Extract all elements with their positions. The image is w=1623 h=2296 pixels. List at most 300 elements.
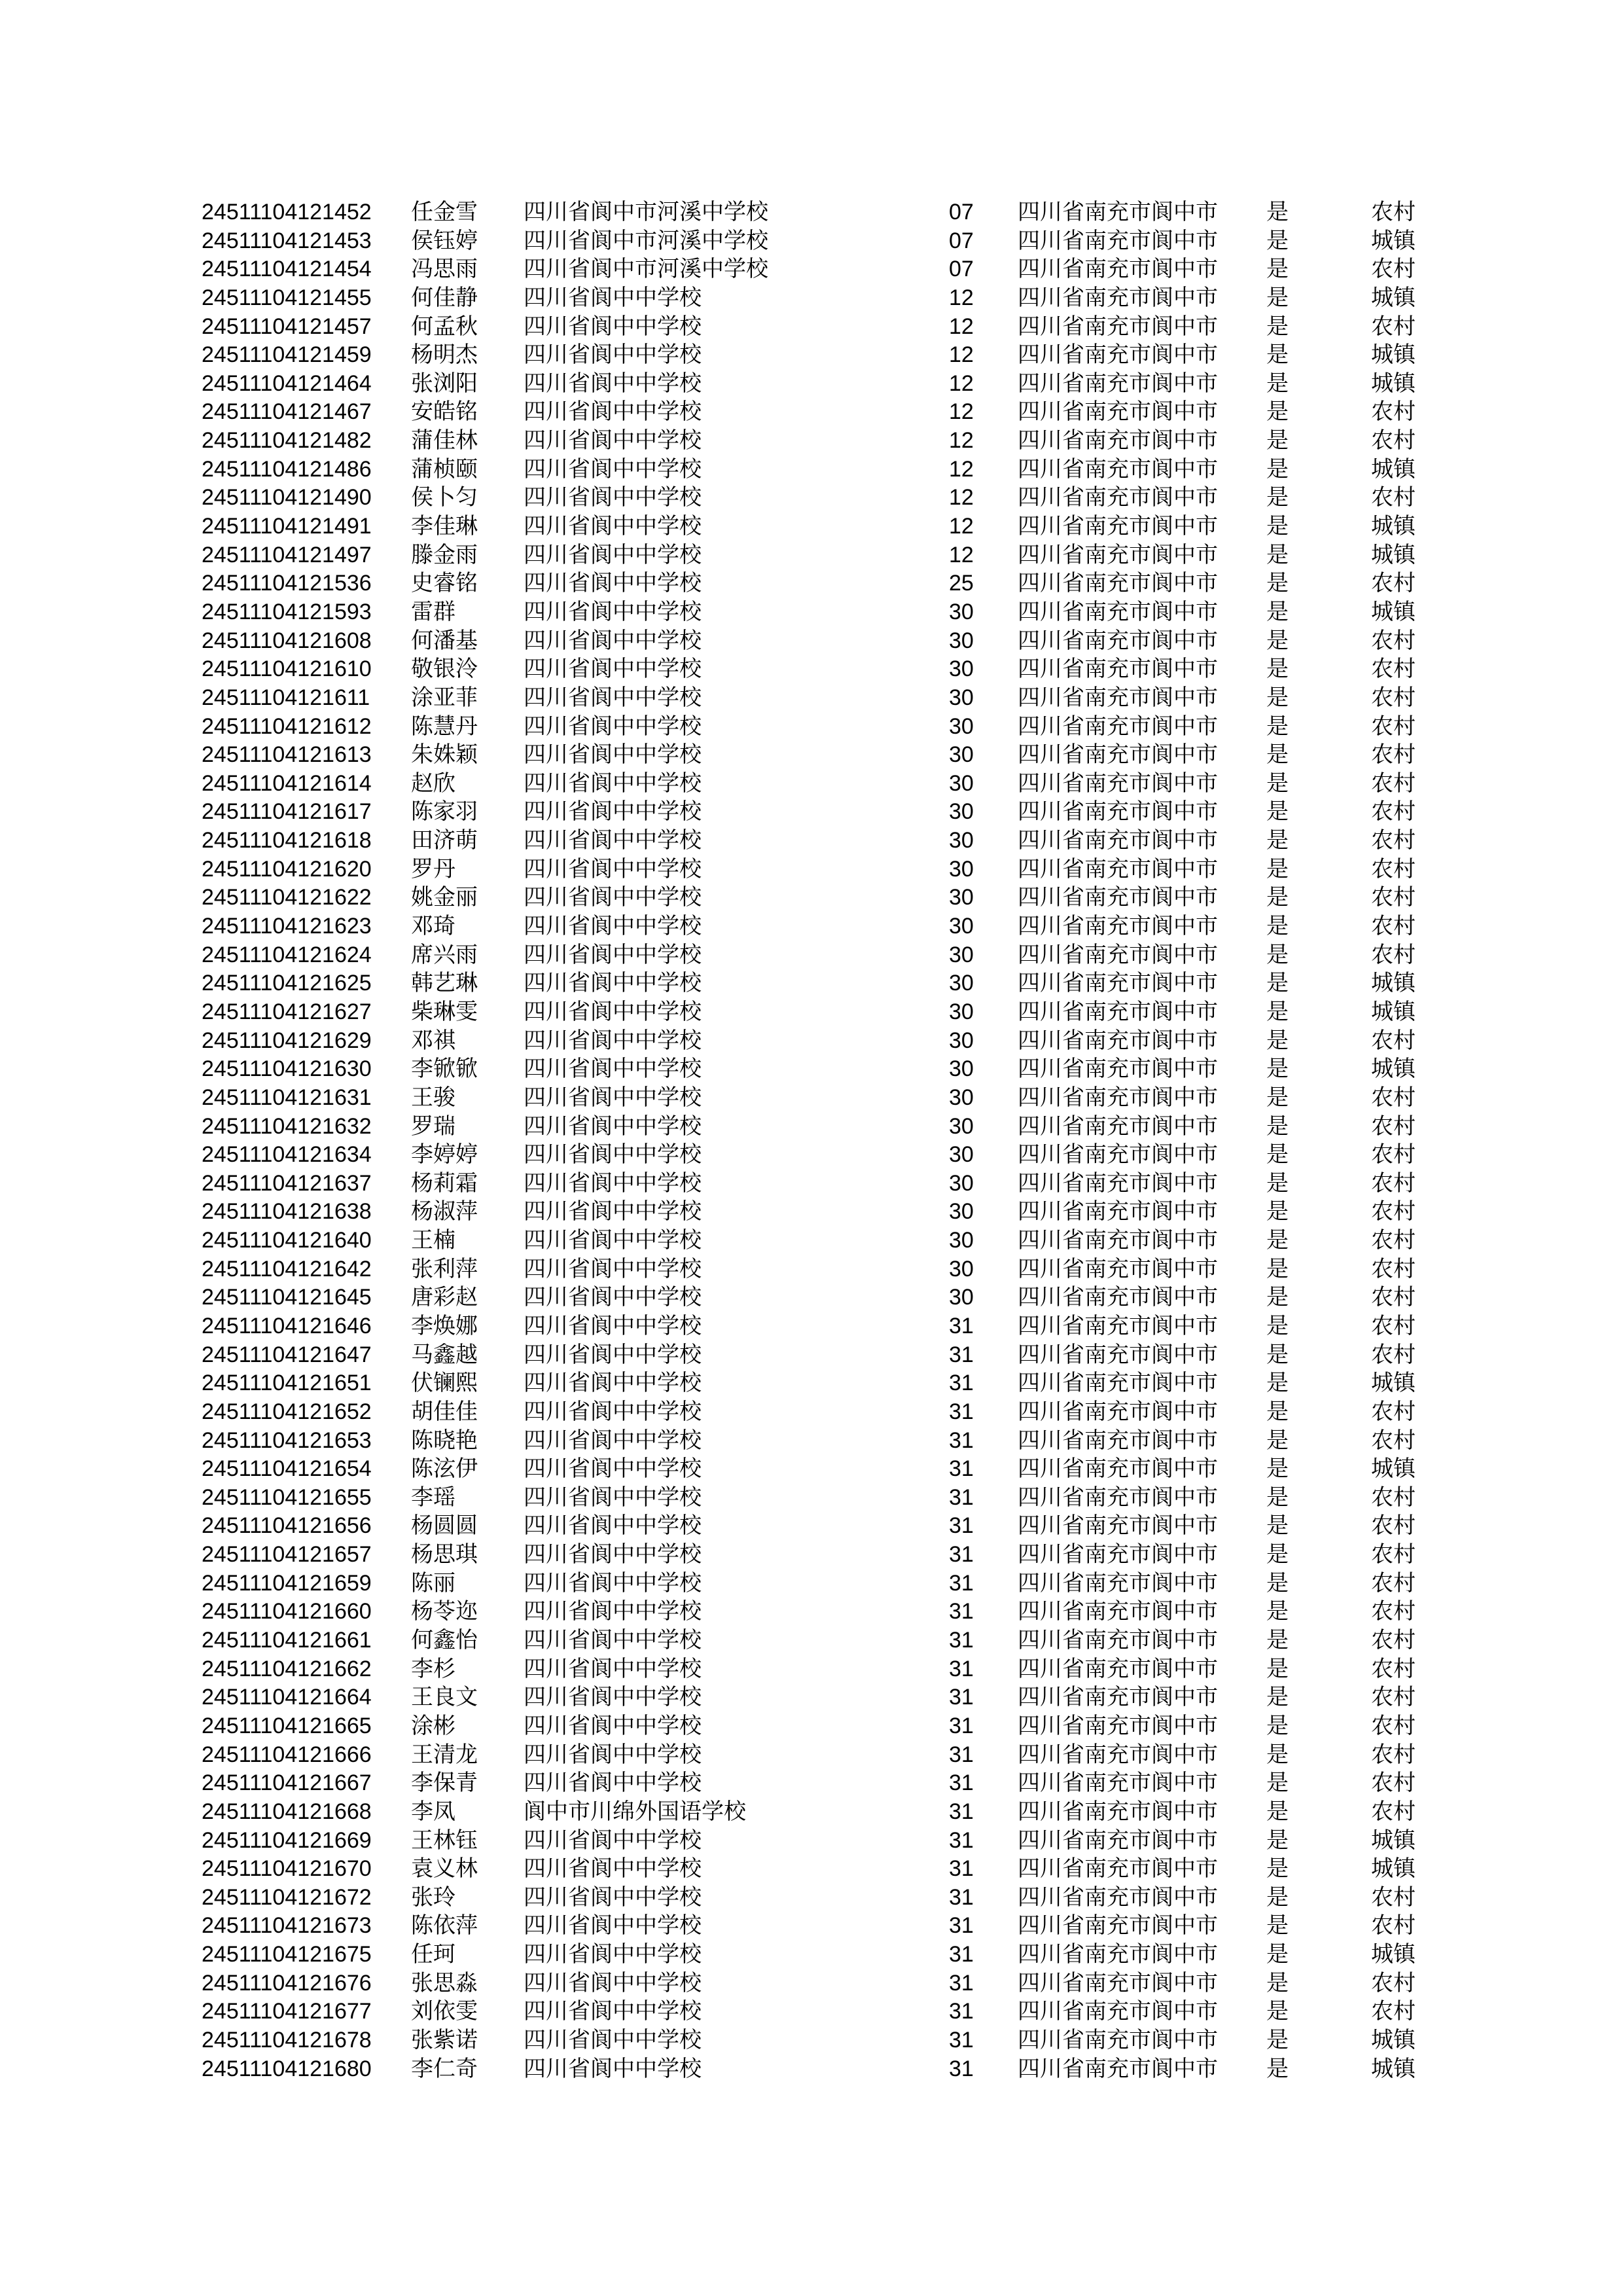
exam-number-cell: 24511104121622 [202,885,372,910]
school-cell: 四川省阆中中学校 [524,314,702,339]
school-cell: 四川省阆中中学校 [524,1456,702,1482]
student-name-cell: 李焕娜 [411,1313,478,1338]
school-cell: 四川省阆中中学校 [524,713,702,739]
confirmed-flag-cell: 是 [1266,1456,1289,1482]
confirmed-flag-cell: 是 [1266,1056,1289,1082]
student-name-cell: 李保青 [411,1770,478,1796]
student-name-cell: 罗瑞 [411,1113,455,1139]
region-cell: 四川省南充市阆中市 [1018,571,1218,596]
table-row [0,398,1623,427]
region-cell: 四川省南充市阆中市 [1018,799,1218,825]
school-cell: 四川省阆中中学校 [524,828,702,853]
residence-type-cell: 农村 [1371,1342,1416,1367]
student-name-cell: 席兴雨 [411,942,478,967]
table-row [0,1798,1623,1827]
class-code-cell: 30 [949,914,974,939]
region-cell: 四川省南充市阆中市 [1018,428,1218,454]
exam-number-cell: 24511104121661 [202,1628,372,1653]
table-row [0,1312,1623,1341]
exam-number-cell: 24511104121677 [202,1999,372,2024]
residence-type-cell: 农村 [1371,656,1416,682]
confirmed-flag-cell: 是 [1266,428,1289,454]
student-name-cell: 杨明杰 [411,342,478,368]
school-cell: 四川省阆中中学校 [524,770,702,796]
residence-type-cell: 农村 [1371,314,1416,339]
confirmed-flag-cell: 是 [1266,1513,1289,1539]
residence-type-cell: 农村 [1371,942,1416,967]
confirmed-flag-cell: 是 [1266,285,1289,310]
class-code-cell: 12 [949,370,974,396]
exam-number-cell: 24511104121457 [202,314,372,339]
school-cell: 四川省阆中中学校 [524,799,702,825]
class-code-cell: 30 [949,971,974,996]
confirmed-flag-cell: 是 [1266,342,1289,368]
student-name-cell: 何佳静 [411,285,478,310]
region-cell: 四川省南充市阆中市 [1018,1427,1218,1453]
table-row [0,1570,1623,1598]
table-row [0,1141,1623,1170]
school-cell: 四川省阆中中学校 [524,1113,702,1139]
region-cell: 四川省南充市阆中市 [1018,314,1218,339]
residence-type-cell: 城镇 [1371,342,1416,368]
school-cell: 四川省阆中中学校 [524,285,702,310]
residence-type-cell: 农村 [1371,257,1416,282]
residence-type-cell: 城镇 [1371,370,1416,396]
table-row [0,1255,1623,1284]
table-row [0,941,1623,970]
residence-type-cell: 城镇 [1371,999,1416,1024]
confirmed-flag-cell: 是 [1266,1799,1289,1824]
exam-number-cell: 24511104121646 [202,1313,372,1338]
class-code-cell: 30 [949,713,974,739]
region-cell: 四川省南充市阆中市 [1018,1142,1218,1168]
exam-number-cell: 24511104121660 [202,1599,372,1624]
region-cell: 四川省南充市阆中市 [1018,1628,1218,1653]
student-name-cell: 陈泫伊 [411,1456,478,1482]
confirmed-flag-cell: 是 [1266,542,1289,567]
table-row [0,1369,1623,1398]
region-cell: 四川省南充市阆中市 [1018,1170,1218,1196]
student-name-cell: 雷群 [411,599,455,624]
confirmed-flag-cell: 是 [1266,1199,1289,1225]
residence-type-cell: 农村 [1371,1256,1416,1282]
student-name-cell: 何鑫怡 [411,1628,478,1653]
class-code-cell: 12 [949,342,974,368]
table-row [0,1741,1623,1770]
class-code-cell: 30 [949,885,974,910]
residence-type-cell: 城镇 [1371,1456,1416,1482]
region-cell: 四川省南充市阆中市 [1018,599,1218,624]
table-row [0,969,1623,998]
school-cell: 四川省阆中中学校 [524,428,702,454]
table-row [0,1341,1623,1370]
table-row [0,341,1623,370]
class-code-cell: 31 [949,1970,974,1996]
class-code-cell: 31 [949,1313,974,1338]
school-cell: 四川省阆中中学校 [524,1656,702,1681]
student-name-cell: 陈丽 [411,1570,455,1596]
residence-type-cell: 农村 [1371,200,1416,224]
student-name-cell: 陈家羽 [411,799,478,825]
table-row [0,1055,1623,1084]
table-row [0,1827,1623,1856]
school-cell: 四川省阆中中学校 [524,399,702,425]
class-code-cell: 31 [949,1371,974,1396]
residence-type-cell: 农村 [1371,1513,1416,1539]
table-row [0,713,1623,742]
student-name-cell: 涂彬 [411,1713,455,1738]
student-name-cell: 姚金丽 [411,885,478,910]
confirmed-flag-cell: 是 [1266,1913,1289,1939]
confirmed-flag-cell: 是 [1266,1085,1289,1110]
confirmed-flag-cell: 是 [1266,742,1289,768]
table-row [0,569,1623,598]
exam-number-cell: 24511104121452 [202,200,372,224]
class-code-cell: 31 [949,1342,974,1367]
table-row [0,1626,1623,1655]
residence-type-cell: 城镇 [1371,1371,1416,1396]
school-cell: 四川省阆中中学校 [524,1628,702,1653]
residence-type-cell: 农村 [1371,828,1416,853]
residence-type-cell: 农村 [1371,1399,1416,1424]
exam-number-cell: 24511104121629 [202,1028,372,1053]
class-code-cell: 31 [949,1513,974,1539]
school-cell: 四川省阆中中学校 [524,2028,702,2053]
confirmed-flag-cell: 是 [1266,1570,1289,1596]
confirmed-flag-cell: 是 [1266,228,1289,253]
student-name-cell: 侯钰婷 [411,228,478,253]
class-code-cell: 07 [949,257,974,282]
residence-type-cell: 农村 [1371,1799,1416,1824]
confirmed-flag-cell: 是 [1266,770,1289,796]
student-name-cell: 李杉 [411,1656,455,1681]
exam-number-cell: 24511104121482 [202,428,372,454]
school-cell: 四川省阆中中学校 [524,1942,702,1967]
confirmed-flag-cell: 是 [1266,314,1289,339]
student-name-cell: 李瑶 [411,1484,455,1510]
class-code-cell: 30 [949,1285,974,1310]
exam-number-cell: 24511104121627 [202,999,372,1024]
exam-number-cell: 24511104121652 [202,1399,372,1424]
student-name-cell: 杨思琪 [411,1542,478,1568]
school-cell: 四川省阆中中学校 [524,656,702,682]
school-cell: 四川省阆中中学校 [524,1513,702,1539]
residence-type-cell: 农村 [1371,399,1416,425]
table-row [0,1969,1623,1998]
table-row [0,1912,1623,1941]
confirmed-flag-cell: 是 [1266,1628,1289,1653]
residence-type-cell: 农村 [1371,1199,1416,1225]
region-cell: 四川省南充市阆中市 [1018,1570,1218,1596]
table-row [0,1941,1623,1969]
class-code-cell: 12 [949,456,974,482]
exam-number-cell: 24511104121637 [202,1170,372,1196]
region-cell: 四川省南充市阆中市 [1018,1371,1218,1396]
exam-number-cell: 24511104121623 [202,914,372,939]
class-code-cell: 31 [949,1799,974,1824]
table-row [0,512,1623,541]
region-cell: 四川省南充市阆中市 [1018,342,1218,368]
region-cell: 四川省南充市阆中市 [1018,1856,1218,1882]
exam-number-cell: 24511104121614 [202,770,372,796]
exam-number-cell: 24511104121613 [202,742,372,768]
region-cell: 四川省南充市阆中市 [1018,1770,1218,1796]
school-cell: 四川省阆中中学校 [524,914,702,939]
residence-type-cell: 城镇 [1371,2028,1416,2053]
student-name-cell: 王清龙 [411,1742,478,1767]
student-name-cell: 任金雪 [411,200,478,224]
class-code-cell: 31 [949,1770,974,1796]
table-row [0,598,1623,627]
confirmed-flag-cell: 是 [1266,1313,1289,1338]
table-row [0,684,1623,713]
exam-number-cell: 24511104121670 [202,1856,372,1882]
class-code-cell: 30 [949,1056,974,1082]
class-code-cell: 30 [949,856,974,882]
class-code-cell: 12 [949,285,974,310]
residence-type-cell: 农村 [1371,1742,1416,1767]
region-cell: 四川省南充市阆中市 [1018,370,1218,396]
exam-number-cell: 24511104121491 [202,514,372,539]
region-cell: 四川省南充市阆中市 [1018,1542,1218,1568]
table-row [0,1113,1623,1141]
residence-type-cell: 农村 [1371,1685,1416,1710]
residence-type-cell: 农村 [1371,1085,1416,1110]
exam-number-cell: 24511104121647 [202,1342,372,1367]
class-code-cell: 30 [949,1256,974,1282]
residence-type-cell: 农村 [1371,1970,1416,1996]
student-name-cell: 韩艺琳 [411,971,478,996]
exam-number-cell: 24511104121676 [202,1970,372,1996]
confirmed-flag-cell: 是 [1266,514,1289,539]
exam-number-cell: 24511104121667 [202,1770,372,1796]
exam-number-cell: 24511104121651 [202,1371,372,1396]
student-name-cell: 朱姝颖 [411,742,478,768]
table-row [0,427,1623,456]
class-code-cell: 31 [949,1827,974,1853]
student-name-cell: 史睿铭 [411,571,478,596]
table-row [0,912,1623,941]
exam-number-cell: 24511104121672 [202,1884,372,1910]
residence-type-cell: 农村 [1371,1170,1416,1196]
school-cell: 四川省阆中中学校 [524,1970,702,1996]
exam-number-cell: 24511104121611 [202,685,370,710]
residence-type-cell: 农村 [1371,1770,1416,1796]
residence-type-cell: 农村 [1371,742,1416,768]
class-code-cell: 12 [949,542,974,567]
school-cell: 四川省阆中中学校 [524,1342,702,1367]
exam-number-cell: 24511104121673 [202,1913,372,1939]
class-code-cell: 31 [949,1427,974,1453]
class-code-cell: 31 [949,1685,974,1710]
class-code-cell: 31 [949,1542,974,1568]
table-row [0,627,1623,656]
exam-number-cell: 24511104121654 [202,1456,372,1482]
region-cell: 四川省南充市阆中市 [1018,200,1218,224]
confirmed-flag-cell: 是 [1266,456,1289,482]
residence-type-cell: 农村 [1371,885,1416,910]
confirmed-flag-cell: 是 [1266,685,1289,710]
student-name-cell: 侯卜匀 [411,485,478,511]
class-code-cell: 31 [949,1856,974,1882]
residence-type-cell: 农村 [1371,1628,1416,1653]
exam-number-cell: 24511104121453 [202,228,372,253]
region-cell: 四川省南充市阆中市 [1018,1970,1218,1996]
student-name-cell: 李凤 [411,1799,455,1824]
confirmed-flag-cell: 是 [1266,571,1289,596]
class-code-cell: 30 [949,799,974,825]
table-row [0,198,1623,227]
student-name-cell: 何潘基 [411,628,478,653]
student-name-cell: 伏镧熙 [411,1371,478,1396]
student-name-cell: 邓琦 [411,914,455,939]
school-cell: 四川省阆中中学校 [524,1713,702,1738]
table-row [0,1484,1623,1513]
exam-number-cell: 24511104121675 [202,1942,372,1967]
region-cell: 四川省南充市阆中市 [1018,942,1218,967]
class-code-cell: 30 [949,1028,974,1053]
residence-type-cell: 农村 [1371,1999,1416,2024]
region-cell: 四川省南充市阆中市 [1018,713,1218,739]
school-cell: 四川省阆中中学校 [524,1142,702,1168]
class-code-cell: 30 [949,1085,974,1110]
school-cell: 四川省阆中中学校 [524,1913,702,1939]
residence-type-cell: 农村 [1371,914,1416,939]
residence-type-cell: 农村 [1371,713,1416,739]
student-name-cell: 涂亚菲 [411,685,478,710]
confirmed-flag-cell: 是 [1266,485,1289,511]
table-row [0,1712,1623,1741]
student-name-cell: 何孟秋 [411,314,478,339]
region-cell: 四川省南充市阆中市 [1018,742,1218,768]
exam-number-cell: 24511104121662 [202,1656,372,1681]
table-row [0,1884,1623,1912]
confirmed-flag-cell: 是 [1266,1170,1289,1196]
region-cell: 四川省南充市阆中市 [1018,856,1218,882]
class-code-cell: 30 [949,999,974,1024]
class-code-cell: 31 [949,1599,974,1624]
student-name-cell: 邓祺 [411,1028,455,1053]
confirmed-flag-cell: 是 [1266,1999,1289,2024]
region-cell: 四川省南充市阆中市 [1018,914,1218,939]
confirmed-flag-cell: 是 [1266,885,1289,910]
exam-number-cell: 24511104121610 [202,656,372,682]
table-row [0,741,1623,770]
region-cell: 四川省南充市阆中市 [1018,1942,1218,1967]
confirmed-flag-cell: 是 [1266,713,1289,739]
student-name-cell: 李婷婷 [411,1142,478,1168]
region-cell: 四川省南充市阆中市 [1018,1056,1218,1082]
school-cell: 四川省阆中中学校 [524,856,702,882]
table-row [0,484,1623,512]
exam-number-cell: 24511104121486 [202,456,372,482]
confirmed-flag-cell: 是 [1266,1827,1289,1853]
region-cell: 四川省南充市阆中市 [1018,514,1218,539]
confirmed-flag-cell: 是 [1266,1285,1289,1310]
exam-number-cell: 24511104121617 [202,799,372,825]
region-cell: 四川省南充市阆中市 [1018,1199,1218,1225]
table-row [0,655,1623,684]
exam-number-cell: 24511104121665 [202,1713,372,1738]
exam-number-cell: 24511104121624 [202,942,372,967]
class-code-cell: 31 [949,1942,974,1967]
confirmed-flag-cell: 是 [1266,1970,1289,1996]
student-name-cell: 王良文 [411,1685,478,1710]
table-row [0,1084,1623,1113]
student-name-cell: 蒲桢颐 [411,456,478,482]
school-cell: 四川省阆中中学校 [524,1228,702,1253]
region-cell: 四川省南充市阆中市 [1018,1113,1218,1139]
school-cell: 四川省阆中中学校 [524,942,702,967]
region-cell: 四川省南充市阆中市 [1018,1342,1218,1367]
confirmed-flag-cell: 是 [1266,856,1289,882]
table-row [0,827,1623,855]
residence-type-cell: 农村 [1371,1656,1416,1681]
residence-type-cell: 城镇 [1371,1056,1416,1082]
confirmed-flag-cell: 是 [1266,370,1289,396]
student-name-cell: 敬银泠 [411,656,478,682]
residence-type-cell: 城镇 [1371,2056,1416,2081]
region-cell: 四川省南充市阆中市 [1018,1884,1218,1910]
region-cell: 四川省南充市阆中市 [1018,1513,1218,1539]
student-name-cell: 安皓铭 [411,399,478,425]
residence-type-cell: 农村 [1371,428,1416,454]
confirmed-flag-cell: 是 [1266,2028,1289,2053]
student-name-cell: 冯思雨 [411,257,478,282]
region-cell: 四川省南充市阆中市 [1018,1228,1218,1253]
region-cell: 四川省南充市阆中市 [1018,257,1218,282]
confirmed-flag-cell: 是 [1266,1342,1289,1367]
school-cell: 四川省阆中中学校 [524,456,702,482]
exam-number-cell: 24511104121459 [202,342,372,368]
student-name-cell: 李仁奇 [411,2056,478,2081]
residence-type-cell: 农村 [1371,685,1416,710]
residence-type-cell: 城镇 [1371,971,1416,996]
class-code-cell: 31 [949,2028,974,2053]
exam-number-cell: 24511104121680 [202,2056,372,2081]
table-row [0,1541,1623,1570]
confirmed-flag-cell: 是 [1266,200,1289,224]
exam-number-cell: 24511104121657 [202,1542,372,1568]
region-cell: 四川省南充市阆中市 [1018,1713,1218,1738]
school-cell: 四川省阆中中学校 [524,1085,702,1110]
class-code-cell: 30 [949,656,974,682]
exam-number-cell: 24511104121620 [202,856,372,882]
confirmed-flag-cell: 是 [1266,1371,1289,1396]
student-name-cell: 蒲佳林 [411,428,478,454]
table-row [0,1998,1623,2026]
student-name-cell: 杨莉霜 [411,1170,478,1196]
residence-type-cell: 农村 [1371,1484,1416,1510]
student-name-cell: 陈晓艳 [411,1427,478,1453]
school-cell: 四川省阆中中学校 [524,1742,702,1767]
school-cell: 四川省阆中中学校 [524,514,702,539]
table-row [0,2026,1623,2055]
class-code-cell: 30 [949,1228,974,1253]
exam-number-cell: 24511104121640 [202,1228,372,1253]
class-code-cell: 31 [949,1884,974,1910]
exam-number-cell: 24511104121497 [202,542,372,567]
school-cell: 四川省阆中中学校 [524,1685,702,1710]
region-cell: 四川省南充市阆中市 [1018,1685,1218,1710]
residence-type-cell: 农村 [1371,1228,1416,1253]
exam-number-cell: 24511104121490 [202,485,372,511]
school-cell: 四川省阆中中学校 [524,1427,702,1453]
confirmed-flag-cell: 是 [1266,971,1289,996]
class-code-cell: 31 [949,1742,974,1767]
class-code-cell: 12 [949,428,974,454]
table-row [0,798,1623,827]
